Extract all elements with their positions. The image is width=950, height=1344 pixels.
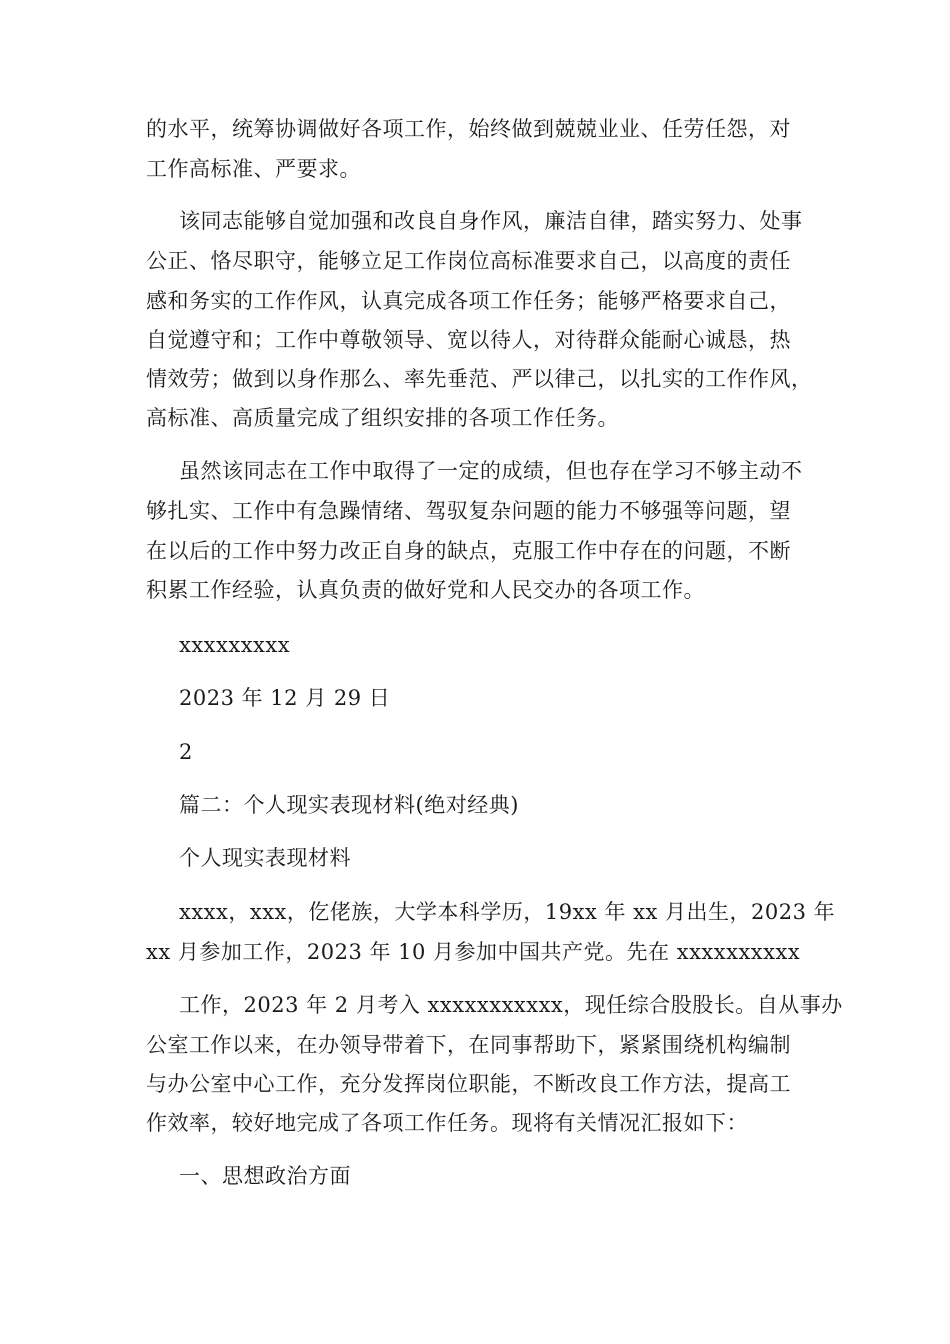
text-line-6: 自觉遵守和；工作中尊敬领导、宽以待人，对待群众能耐心诚恳，热 (146, 328, 791, 352)
text-line-7: 情效劳；做到以身作那么、率先垂范、严以律己，以扎实的工作作风， (146, 367, 813, 391)
text-line-22: 与办公室中心工作，充分发挥岗位职能，不断改良工作方法，提高工 (146, 1072, 791, 1096)
text-line-23: 作效率，较好地完成了各项工作任务。现将有关情况汇报如下： (146, 1111, 748, 1135)
text-line-12: 积累工作经验，认真负责的做好党和人民交办的各项工作。 (146, 578, 705, 602)
section-title: 篇二：个人现实表现材料(绝对经典) (179, 793, 519, 817)
text-line-18: xxxx，xxx，仡佬族，大学本科学历，19xx 年 xx 月出生，2023 年 (179, 900, 836, 924)
text-line-8: 高标准、高质量完成了组织安排的各项工作任务。 (146, 406, 619, 430)
material-title: 个人现实表现材料 (179, 846, 351, 870)
text-line-10: 够扎实、工作中有急躁情绪、驾驭复杂问题的能力不够强等问题，望 (146, 499, 791, 523)
text-line-19: xx 月参加工作，2023 年 10 月参加中国共产党。先在 xxxxxxxxxx (146, 940, 801, 964)
heading-ideology: 一、思想政治方面 (179, 1164, 351, 1188)
text-line-2: 工作高标准、严要求。 (146, 157, 361, 181)
text-line-5: 感和务实的工作作风，认真完成各项工作任务；能够严格要求自己， (146, 289, 791, 313)
text-line-11: 在以后的工作中努力改正自身的缺点，克服工作中存在的问题，不断 (146, 539, 791, 563)
text-line-1: 的水平，统筹协调做好各项工作，始终做到兢兢业业、任劳任怨，对 (146, 117, 791, 141)
signature-name: xxxxxxxxx (179, 633, 291, 657)
text-line-21: 公室工作以来，在办领导带着下，在同事帮助下，紧紧围绕机构编制 (146, 1033, 791, 1057)
text-line-9: 虽然该同志在工作中取得了一定的成绩，但也存在学习不够主动不 (179, 459, 803, 483)
page-number: 2 (179, 740, 193, 764)
text-line-20: 工作，2023 年 2 月考入 xxxxxxxxxxx，现任综合股股长。自从事办 (179, 993, 843, 1017)
signature-date: 2023 年 12 月 29 日 (179, 686, 391, 710)
text-line-4: 公正、恪尽职守，能够立足工作岗位高标准要求自己，以高度的责任 (146, 249, 791, 273)
text-line-3: 该同志能够自觉加强和改良自身作风，廉洁自律，踏实努力、处事 (179, 209, 803, 233)
